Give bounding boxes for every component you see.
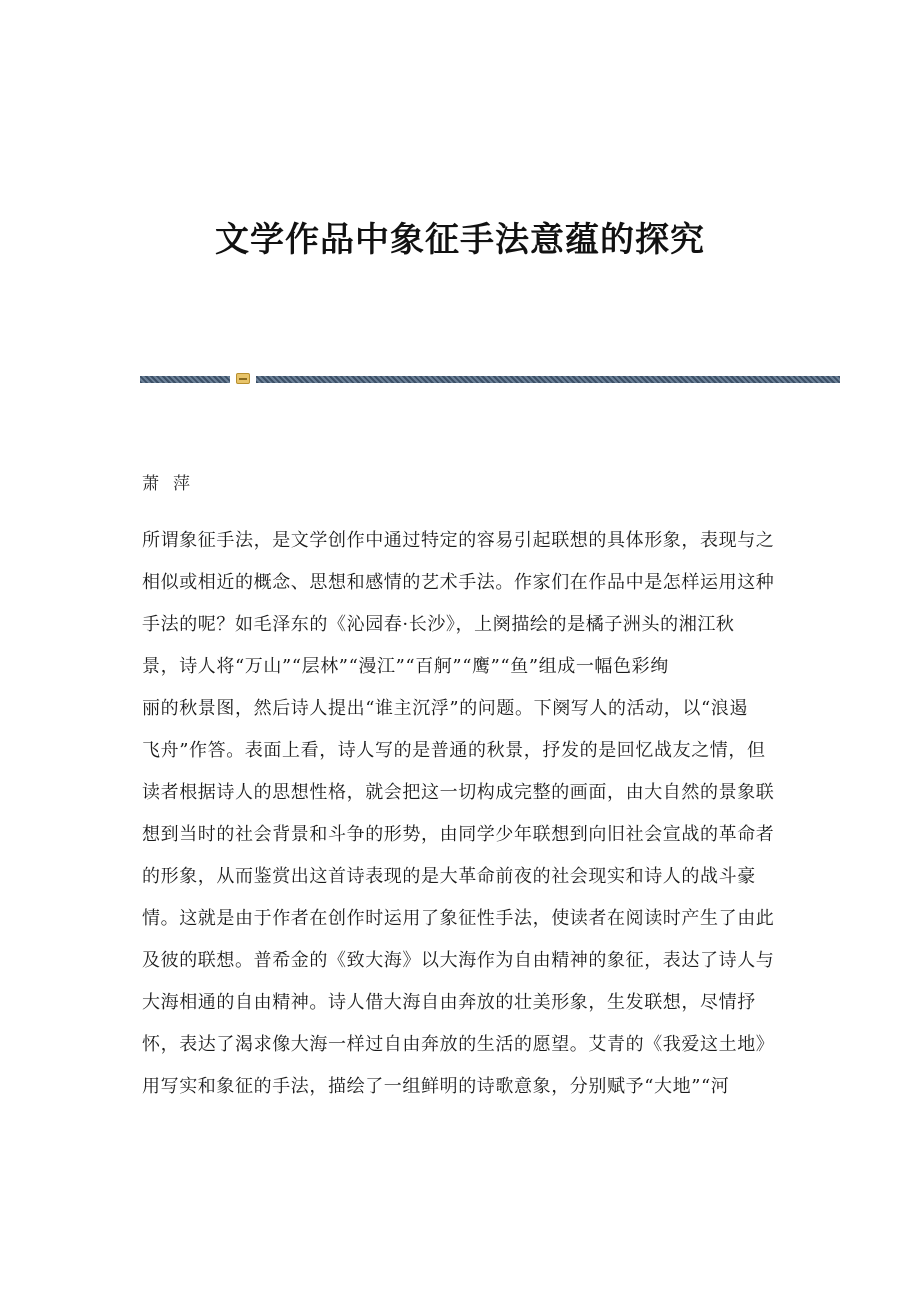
body-line: 丽的秋景图，然后诗人提出“谁主沉浮”的问题。下阕写人的活动，以“浪遏 — [142, 698, 749, 719]
body-line: 读者根据诗人的思想性格，就会把这一切构成完整的画面，由大自然的景象联 — [142, 782, 775, 803]
body-line: 情。这就是由于作者在创作时运用了象征性手法，使读者在阅读时产生了由此 — [142, 908, 775, 929]
body-line: 怀，表达了渴求像大海一样过自由奔放的生活的愿望。艾青的《我爱这土地》 — [142, 1034, 775, 1055]
body-line: 及彼的联想。普希金的《致大海》以大海作为自由精神的象征，表达了诗人与 — [142, 950, 775, 971]
body-line: 的形象，从而鉴赏出这首诗表现的是大革命前夜的社会现实和诗人的战斗豪 — [142, 866, 756, 887]
body-line: 想到当时的社会背景和斗争的形势，由同学少年联想到向旧社会宣战的革命者 — [142, 824, 775, 845]
body-line: 用写实和象征的手法，描绘了一组鲜明的诗歌意象，分别赋予“大地”“河 — [142, 1076, 730, 1097]
body-line: 景，诗人将“万山”“层林”“漫江”“百舸”“鹰”“鱼”组成一幅色彩绚 — [142, 656, 669, 677]
body-line: 飞舟”作答。表面上看，诗人写的是普通的秋景，抒发的是回忆战友之情，但 — [142, 740, 766, 761]
body-text — [142, 520, 782, 1108]
body-line: 手法的呢？如毛泽东的《沁园春·长沙》，上阕描绘的是橘子洲头的湘江秋 — [142, 614, 735, 635]
body-line: 所谓象征手法，是文学创作中通过特定的容易引起联想的具体形象，表现与之 — [142, 530, 775, 551]
page-title: 文学作品中象征手法意蕴的探究 — [215, 220, 705, 260]
author-name: 萧萍 — [142, 474, 204, 494]
title-divider — [140, 372, 840, 386]
body-line: 相似或相近的概念、思想和感情的艺术手法。作家们在作品中是怎样运用这种 — [142, 572, 775, 593]
divider-ornament-icon — [236, 373, 250, 384]
divider-bar-left — [140, 376, 230, 383]
divider-bar-right — [256, 376, 840, 383]
body-line: 大海相通的自由精神。诗人借大海自由奔放的壮美形象，生发联想，尽情抒 — [142, 992, 756, 1013]
